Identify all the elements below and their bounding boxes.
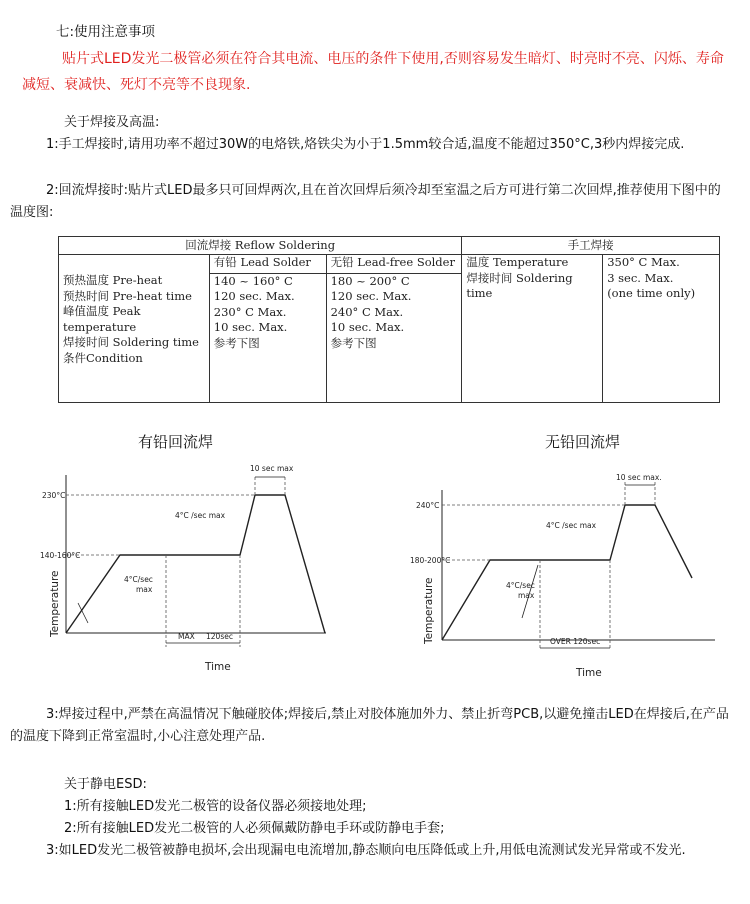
lead-chart-title: 有铅回流焊 xyxy=(138,433,214,451)
peak-duration-label: 10 sec max xyxy=(250,464,294,473)
lead-value: 120 sec. Max. xyxy=(213,289,295,303)
manual-soldering-note: 1:手工焊接时,请用功率不超过30W的电烙铁,烙铁尖为小于1.5mm较合适,温度不能超过350°C,3秒内焊接完成. xyxy=(46,137,685,152)
leadfree-value: 参考下图 xyxy=(330,335,377,350)
lead-value: 10 sec. Max. xyxy=(213,320,288,334)
esd-note-2: 2:所有接触LED发光二极管的人必须佩戴防静电手环或防静电手套; xyxy=(64,821,445,836)
manual-param-temp: 温度 Temperature xyxy=(466,255,569,269)
cool-rate-label: 4°C/sec xyxy=(124,575,153,584)
max-label: MAX xyxy=(178,632,195,641)
manual-header: 手工焊接 xyxy=(462,237,720,255)
manual-param-time: 焊接时间 Soldering time xyxy=(466,270,573,300)
y-axis-label: Temperature xyxy=(49,570,61,637)
peak-temp-label: 240°C xyxy=(416,501,440,510)
lead-value: 参考下图 xyxy=(213,335,260,350)
ramp-rate-label: 4°C /sec max xyxy=(546,521,597,530)
preheat-temp-label: 180-200°C xyxy=(410,556,451,565)
param-condition: 条件Condition xyxy=(63,350,143,365)
param-preheat-temp: 预热温度 Pre-heat xyxy=(63,273,163,287)
cool-rate-max-label: max xyxy=(136,585,153,594)
reflow-soldering-note: 2:回流焊接时:贴片式LED最多只可回焊两次,且在首次回焊后须冷却至室温之后方可进行第二次回焊,推荐使用下图中的温度图: xyxy=(10,183,721,220)
lead-reflow-profile-chart xyxy=(40,455,340,680)
leadfree-chart-title: 无铅回流焊 xyxy=(545,433,621,451)
esd-note-1: 1:所有接触LED发光二极管的设备仪器必须接地处理; xyxy=(64,799,367,814)
leadfree-value: 120 sec. Max. xyxy=(330,289,412,303)
soldering-parameter-table xyxy=(58,236,720,403)
x-axis-label: Time xyxy=(205,661,231,673)
param-peak-temp: 峰值温度 Peak temperature xyxy=(63,304,141,334)
leadfree-solder-cell xyxy=(326,255,462,403)
reflow-parameter-cell xyxy=(59,255,210,403)
ramp-rate-label: 4°C /sec max xyxy=(175,511,226,520)
handling-note: 3:焊接过程中,严禁在高温情况下触碰胶体;焊接后,禁止对胶体施加外力、禁止折弯PCB,以避免撞击LED在焊接后,在产品的温度下降到正常室温时,小心注意处理产品. xyxy=(10,707,729,744)
manual-value-cell xyxy=(603,255,720,403)
y-axis-label: Temperature xyxy=(423,577,435,644)
preheat-temp-label: 140-160°C xyxy=(40,551,81,560)
reflow-header: 回流焊接 Reflow Soldering xyxy=(59,237,462,255)
esd-heading: 关于静电ESD: xyxy=(64,777,147,792)
lead-value: 140 ~ 160° C xyxy=(213,273,293,288)
lead-solder-header: 有铅 Lead Solder xyxy=(210,255,326,274)
x-axis-label: Time xyxy=(576,667,602,679)
max-time-label: 120sec xyxy=(206,632,233,641)
esd-note-3: 3:如LED发光二极管被静电损坏,会出现漏电电流增加,静态顺向电压降低或上升,用低电流测试发光异常或不发光. xyxy=(46,843,686,858)
over-time-label: OVER 120sec xyxy=(550,637,601,646)
manual-value: 3 sec. Max. xyxy=(607,270,674,285)
leadfree-value: 180 ~ 200° C xyxy=(330,273,410,288)
soldering-heading: 关于焊接及高温: xyxy=(64,115,160,130)
leadfree-value: 240° C Max. xyxy=(330,304,404,319)
param-soldering-time: 焊接时间 Soldering time xyxy=(63,335,199,349)
lead-value: 230° C Max. xyxy=(213,304,287,319)
cool-rate-max-label: max xyxy=(518,591,535,600)
param-preheat-time: 预热时间 Pre-heat time xyxy=(63,288,192,303)
section-title: 七:使用注意事项 xyxy=(56,24,156,40)
manual-parameter-cell xyxy=(462,255,603,403)
leadfree-reflow-profile-chart xyxy=(410,470,725,690)
peak-duration-label: 10 sec max. xyxy=(616,473,662,482)
lead-solder-cell xyxy=(209,255,326,403)
cool-rate-label: 4°C/sec xyxy=(506,581,535,590)
peak-temp-label: 230°C xyxy=(42,491,66,500)
usage-warning: 贴片式LED发光二极管必须在符合其电流、电压的条件下使用,否则容易发生暗灯、时亮时不亮、闪烁、寿命减短、衰减快、死灯不亮等不良现象. xyxy=(22,51,724,93)
leadfree-solder-header: 无铅 Lead-free Solder xyxy=(327,255,462,274)
manual-value: (one time only) xyxy=(607,286,696,300)
leadfree-value: 10 sec. Max. xyxy=(330,320,405,334)
manual-value: 350° C Max. xyxy=(607,255,680,269)
